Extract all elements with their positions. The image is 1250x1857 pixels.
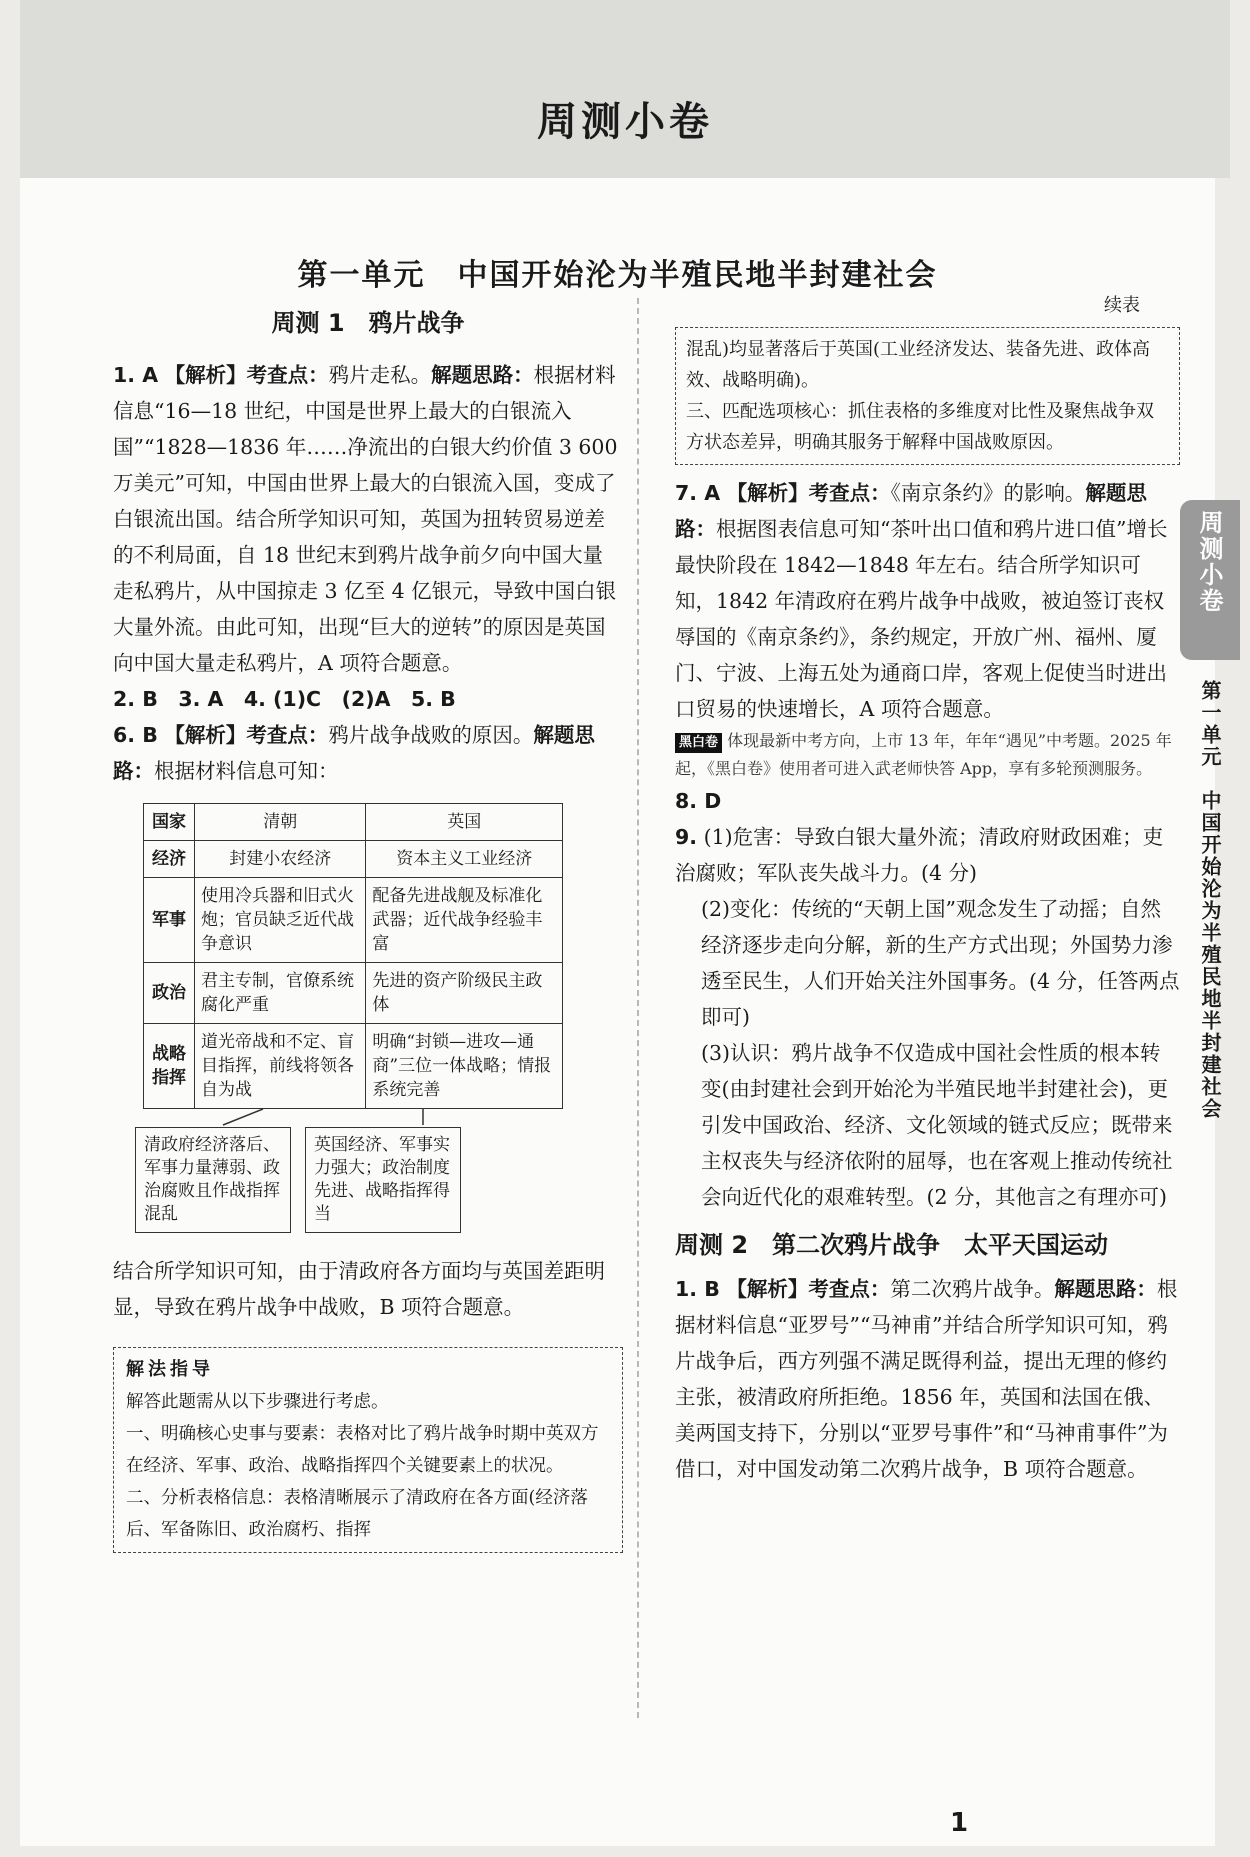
- table-cell: 使用冷兵器和旧式火炮；官员缺乏近代战争意识: [195, 878, 366, 963]
- table-cell: 道光帝战和不定、盲目指挥，前线将领各自为战: [195, 1024, 366, 1109]
- method-guide-continued: [675, 327, 1180, 465]
- table-cell: 政治: [144, 963, 195, 1024]
- w2-q1-label: 【解析】考查点：: [726, 1277, 891, 1301]
- header-banner: [20, 0, 1230, 178]
- qing-summary-box: 清政府经济落后、军事力量薄弱、政治腐败且作战指挥混乱: [135, 1127, 291, 1233]
- table-row: [144, 878, 563, 963]
- table-row: [144, 963, 563, 1024]
- q1-topic: 鸦片走私。: [328, 363, 432, 387]
- q1-label: 【解析】考查点：: [164, 363, 329, 387]
- q7-number: 7. A: [675, 481, 721, 505]
- q9-part1: (1)危害：导致白银大量外流；清政府财政困难；吏治腐败；军队丧失战斗力。(4 分): [675, 825, 1164, 885]
- q7-label: 【解析】考查点：: [726, 481, 891, 505]
- method-line: 一、明确核心史事与要素：表格对比了鸦片战争时期中英双方在经济、军事、政治、战略指挥四个关键要素上的状况。: [126, 1424, 599, 1476]
- continued-label: 续表: [1104, 295, 1140, 316]
- heibai-note: [675, 727, 1180, 783]
- page-number: 1: [950, 1808, 969, 1838]
- table-header-row: [144, 804, 563, 841]
- side-unit-label: 第一单元 中国开始沦为半殖民地半封建社会: [1198, 680, 1222, 1120]
- table-row: [144, 841, 563, 878]
- page-paper: [20, 178, 1215, 1846]
- q9-number: 9.: [675, 825, 698, 849]
- q6-topic: 鸦片战争战败的原因。: [328, 723, 534, 747]
- britain-summary-box: 英国经济、军事实力强大；政治制度先进、战略指挥得当: [305, 1127, 461, 1233]
- q7-text: 根据图表信息可知“茶叶出口值和鸦片进口值”增长最快阶段在 1842—1848 年左右。结合所学知识可知，1842 年清政府在鸦片战争中战败，被迫签订丧权辱国的《南京条约》，条约规定，开放广州、福州、厦门、宁波、上海五处为通商口岸，客观上促使当时进出口贸易的快速增长，A 项符合题意。: [675, 517, 1168, 721]
- q8-answer: 8. D: [675, 789, 722, 813]
- table-header-cell: 英国: [366, 804, 563, 841]
- w2-q1-topic: 第二次鸦片战争。: [890, 1277, 1055, 1301]
- table-row: [144, 1024, 563, 1109]
- q6-conclusion: 结合所学知识可知，由于清政府各方面均与英国差距明显，导致在鸦片战争中战败，B 项符合题意。: [113, 1259, 605, 1319]
- w2-q1-number: 1. B: [675, 1277, 720, 1301]
- column-divider: [637, 298, 639, 1718]
- q2-5-answers: 2. B 3. A 4. (1)C (2)A 5. B: [113, 687, 456, 711]
- q6-label: 【解析】考查点：: [164, 723, 329, 747]
- q1-number: 1. A: [113, 363, 159, 387]
- q1-text: 根据材料信息“16—18 世纪，中国是世界上最大的白银流入国”“1828—1836 年……净流出的白银大约价值 3 600 万美元”可知，中国由世界上最大的白银流入国，变成了白银流出国。结合所学知识可知，英国为扭转贸易逆差的不利局面，自 18 世纪末到鸦片战争前夕向中国大量走私鸦片，从中国掠走 3 亿至 4 亿银元，导致中国白银大量外流。由此可知，出现“巨大的逆转”的原因是英国向中国大量走私鸦片，A 项符合题意。: [113, 363, 618, 675]
- table-cell: 明确“封锁—进攻—通商”三位一体战略；情报系统完善: [366, 1024, 563, 1109]
- arrows-graphic: [113, 1109, 593, 1129]
- method-line: 三、匹配选项核心：抓住表格的多维度对比性及聚焦战争双方状态差异，明确其服务于解释中国战败原因。: [686, 401, 1154, 453]
- table-cell: 配备先进战舰及标准化武器；近代战争经验丰富: [366, 878, 563, 963]
- q9-part2: (2)变化：传统的“天朝上国”观念发生了动摇；自然经济逐步走向分解，新的生产方式出现；外国势力渗透至民生，人们开始关注外国事务。(4 分，任答两点即可): [701, 897, 1180, 1029]
- q6-label2: 解题思路：: [113, 723, 595, 783]
- heibai-text: 体现最新中考方向，上市 13 年，年年“遇见”中考题。2025 年起，《黑白卷》使用者可进入武老师快答 App，享有多轮预测服务。: [675, 731, 1172, 778]
- heibai-tag: 黑白卷: [675, 733, 722, 753]
- comparison-table: [143, 803, 563, 1109]
- q6-answer: [113, 717, 623, 789]
- q1-label2: 解题思路：: [431, 363, 534, 387]
- banner-title: 周测小卷: [537, 99, 713, 145]
- table-cell: 军事: [144, 878, 195, 963]
- table-cell: 资本主义工业经济: [366, 841, 563, 878]
- unit-title: 第一单元 中国开始沦为半殖民地半封建社会: [297, 258, 938, 293]
- left-column: [113, 303, 623, 1553]
- method-line: 二、分析表格信息：表格清晰展示了清政府在各方面(经济落后、军备陈旧、政治腐朽、指挥: [126, 1488, 588, 1540]
- q7-topic: 《南京条约》的影响。: [890, 481, 1086, 505]
- table-cell: 君主专制，官僚系统腐化严重: [195, 963, 366, 1024]
- q1-answer: [113, 357, 623, 681]
- q9-answer: [675, 819, 1180, 891]
- q7-answer: [675, 475, 1180, 727]
- table-cell: 封建小农经济: [195, 841, 366, 878]
- q6-text: 根据材料信息可知：: [154, 759, 339, 783]
- side-tab-label: 周测小卷: [1195, 510, 1223, 614]
- method-line: 混乱)均显著落后于英国(工业经济发达、装备先进、政体高效、战略明确)。: [686, 339, 1151, 391]
- table-cell: 先进的资产阶级民主政体: [366, 963, 563, 1024]
- week2-title: 周测 2 第二次鸦片战争 太平天国运动: [675, 1231, 1109, 1259]
- q6-number: 6. B: [113, 723, 158, 747]
- method-guide-box: [113, 1347, 623, 1553]
- w2-q1-label2: 解题思路：: [1054, 1277, 1157, 1301]
- week1-title: 周测 1 鸦片战争: [271, 309, 465, 337]
- w2-q1-answer: [675, 1271, 1180, 1487]
- table-cell: 战略指挥: [144, 1024, 195, 1109]
- w2-q1-text: 根据材料信息“亚罗号”“马神甫”并结合所学知识可知，鸦片战争后，西方列强不满足既得利益，提出无理的修约主张，被清政府所拒绝。1856 年，英国和法国在俄、美两国支持下，分别以“亚罗号事件”和“马神甫事件”为借口，对中国发动第二次鸦片战争，B 项符合题意。: [675, 1277, 1178, 1481]
- q9-part3: (3)认识：鸦片战争不仅造成中国社会性质的根本转变(由封建社会到开始沦为半殖民地半封建社会)，更引发中国政治、经济、文化领域的链式反应；既带来主权丧失与经济依附的屈辱，也在客观上推动传统社会向近代化的艰难转型。(2 分，其他言之有理亦可): [701, 1041, 1173, 1209]
- table-header-cell: 国家: [144, 804, 195, 841]
- q7-label2: 解题思路：: [675, 481, 1147, 541]
- conclusion-boxes: [113, 1123, 623, 1253]
- method-line: 解答此题需从以下步骤进行考虑。: [126, 1392, 389, 1412]
- table-cell: 经济: [144, 841, 195, 878]
- table-header-cell: 清朝: [195, 804, 366, 841]
- method-guide-title: 解法指导: [120, 1354, 220, 1386]
- right-column: [675, 295, 1180, 1487]
